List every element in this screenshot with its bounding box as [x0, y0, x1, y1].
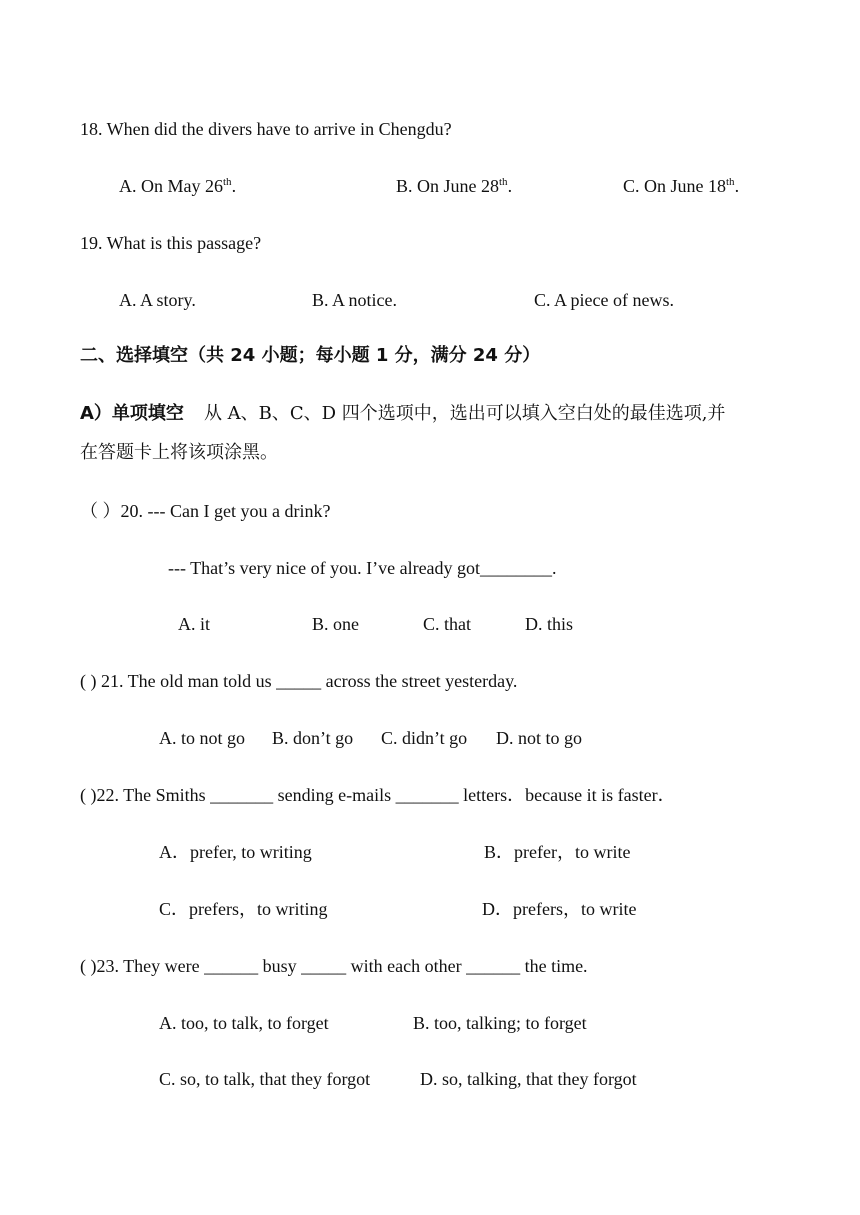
question-23: ( )23. They were ______ busy _____ with each other ______ the time.: [80, 956, 588, 976]
q23-option-c: C. so, to talk, that they forgot: [159, 1069, 371, 1089]
instruction-text-2: 在答题卡上将该项涂黑。: [80, 442, 278, 463]
section-instruction: [80, 401, 726, 426]
question-20: （ ）20. --- Can I get you a drink?: [80, 501, 331, 521]
question-18: 18. When did the divers have to arrive in Chengdu?: [80, 119, 452, 139]
q20-option-b: B. one: [312, 614, 359, 634]
q23-option-a: A. too, to talk, to forget: [159, 1013, 329, 1033]
q23-option-b: B. too, talking; to forget: [413, 1013, 587, 1033]
q18-option-a: A. On May 26th.: [119, 176, 237, 196]
q20-option-d: D. this: [525, 614, 574, 634]
q23-option-d: D. so, talking, that they forgot: [420, 1069, 637, 1089]
question-20-reply: --- That’s very nice of you. I’ve already got________.: [168, 558, 557, 578]
sub-section-label: A）单项填空: [80, 403, 184, 424]
q22-option-b: B．prefer，to write: [484, 842, 631, 862]
q21-option-d: D. not to go: [496, 728, 583, 748]
q18-option-c: C. On June 18th.: [623, 176, 740, 196]
q19-option-c: C. A piece of news.: [534, 290, 674, 310]
question-19: 19. What is this passage?: [80, 233, 262, 253]
question-22: ( )22. The Smiths _______ sending e-mails _______ letters．because it is faster．: [80, 785, 676, 805]
section-heading: 二、选择填空（共 24 小题；每小题 1 分，满分 24 分）: [80, 345, 541, 366]
question-21: ( ) 21. The old man told us _____ across the street yesterday.: [80, 671, 518, 691]
q19-option-a: A. A story.: [119, 290, 196, 310]
q22-option-d: D．prefers，to write: [482, 899, 637, 919]
q20-option-c: C. that: [423, 614, 471, 634]
q18-option-b: B. On June 28th.: [396, 176, 513, 196]
q22-option-c: C．prefers，to writing: [159, 899, 328, 919]
q19-option-b: B. A notice.: [312, 290, 397, 310]
instruction-text-1: 从 A、B、C、D 四个选项中，选出可以填入空白处的最佳选项,并: [203, 403, 726, 424]
q21-option-a: A. to not go: [159, 728, 246, 748]
q21-option-c: C. didn’t go: [381, 728, 468, 748]
q20-option-a: A. it: [178, 614, 211, 634]
q22-option-a: A．prefer, to writing: [159, 842, 312, 862]
q21-option-b: B. don’t go: [272, 728, 354, 748]
